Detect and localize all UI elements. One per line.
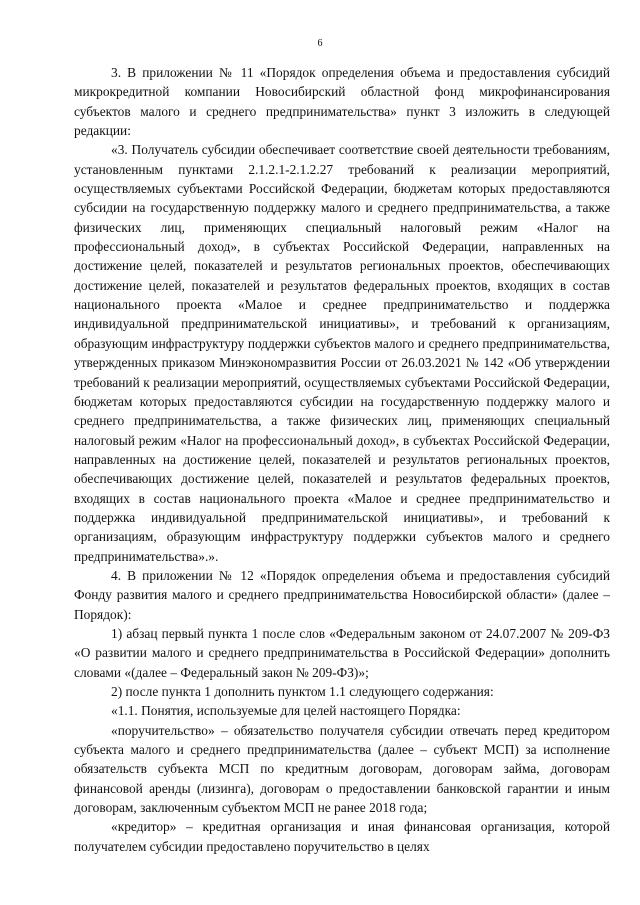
paragraph-definition-creditor: «кредитор» – кредитная организация и иная финансовая организация, которой получателем субсидии предоставлено поручительство в целях <box>74 819 610 854</box>
paragraph-item-4-appendix-12: 4. В приложении № 12 «Порядок определения объема и предоставления субсидий Фонду развития малого и среднего предпринимательства Новосибирской области» (далее – Порядок): <box>74 567 610 622</box>
paragraph-subitem-1: 1) абзац первый пункта 1 после слов «Федеральным законом от 24.07.2007 № 209-ФЗ «О развитии малого и среднего предпринимательства в Российской Федерации» дополнить словами «(далее – Федеральный закон № 209-ФЗ)»; <box>74 625 610 680</box>
page-number: 6 <box>317 38 323 49</box>
paragraph-subitem-2: 2) после пункта 1 дополнить пунктом 1.1 следующего содержания: <box>111 684 494 699</box>
paragraph-item-3-appendix-11: 3. В приложении № 11 «Порядок определения объема и предоставления субсидий микрокредитной компании Новосибирский областной фонд микрофинансирования субъектов малого и среднего предпринимательства» пункт 3 изложить в следующей редакции: <box>74 65 610 139</box>
paragraph-quoted-point-3: «3. Получатель субсидии обеспечивает соответствие своей деятельности требованиям, установленным пунктами 2.1.2.1-2.1.2.27 требований к реализации мероприятий, осуществляемых субъектами Российской Федерации, бюджетам которых предоставляются субсидии на государственную поддержку малого и среднего предпринимательства, а также физических лиц, применяющих специальный налоговый режим «Налог на профессиональный доход», в субъектах Российской Федерации, направленных на достижение целей, показателей и результатов региональных проектов, обеспечивающих достижение целей, показателей и результатов федеральных проектов, входящих в состав национального проекта «Малое и среднее предпринимательство и поддержка индивидуальной предпринимательской инициативы», и требований к организациям, образующим инфраструктуру поддержки субъектов малого и среднего предпринимательства, утвержденных приказом Минэкономразвития России от 26.03.2021 № 142 «Об утверждении требований к реализации мероприятий, осуществляемых субъектами Российской Федерации, бюджетам которых предоставляются субсидии на государственную поддержку малого и среднего предпринимательства, а также физических лиц, применяющих специальный налоговый режим «Налог на профессиональный доход», в субъектах Российской Федерации, направленных на достижение целей, показателей и результатов региональных проектов, обеспечивающих достижение целей, показателей и результатов федеральных проектов, входящих в состав национального проекта «Малое и среднее предпринимательство и поддержка индивидуальной предпринимательской инициативы», и требований к организациям, образующим инфраструктуру поддержки субъектов малого и среднего предпринимательства».». <box>74 142 610 564</box>
document-body <box>74 63 610 856</box>
paragraph-point-1-1: «1.1. Понятия, используемые для целей настоящего Порядка: <box>111 703 461 719</box>
paragraph-definition-guarantee: «поручительство» – обязательство получателя субсидии отвечать перед кредитором субъекта малого и среднего предпринимательства (далее – субъект МСП) за исполнение обязательств субъекта МСП по кредитным договорам, договорам займа, договорам финансовой аренды (лизинга), договорам о предоставлении банковской гарантии и иным договорам, заключенным субъектом МСП не ранее 2018 года; <box>74 722 610 816</box>
